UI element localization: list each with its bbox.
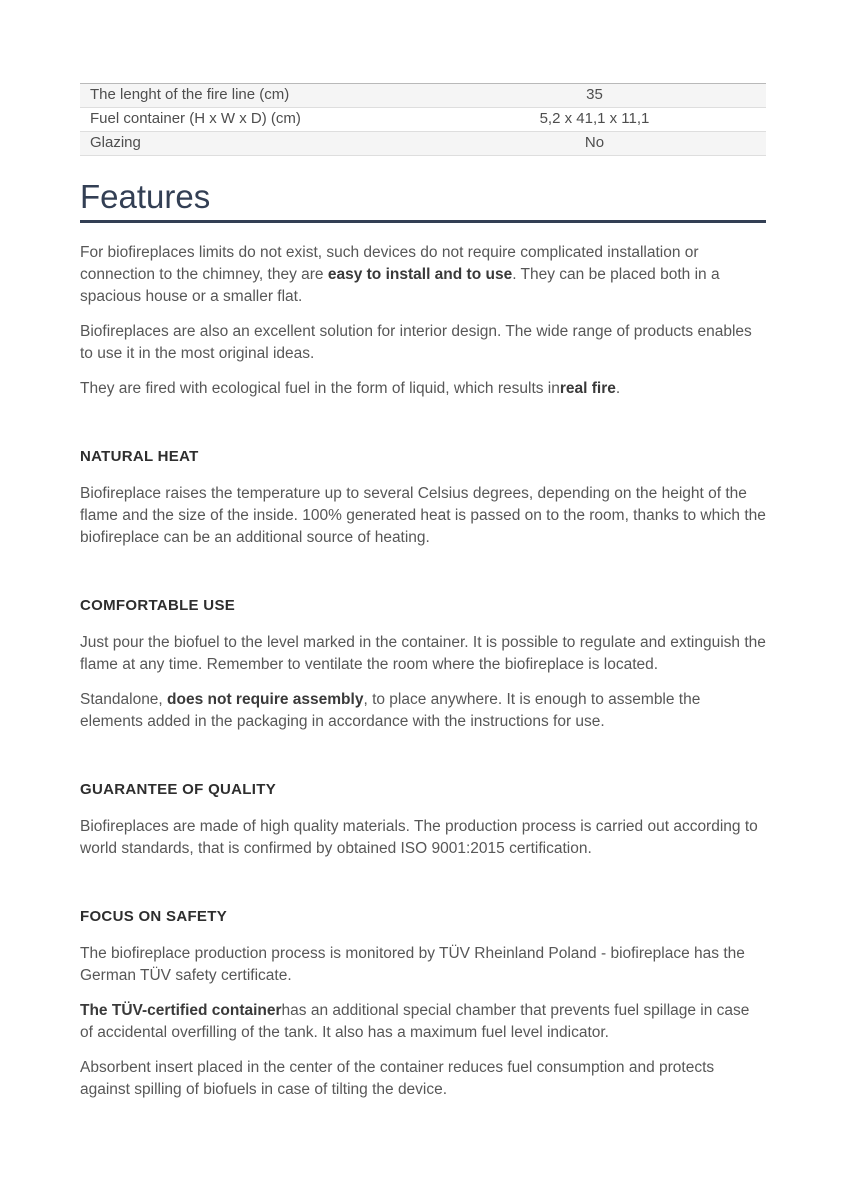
spec-value: 5,2 x 41,1 x 11,1 <box>423 108 766 132</box>
feature-sections <box>80 448 766 1101</box>
spec-table <box>80 83 766 156</box>
paragraph <box>80 1057 766 1101</box>
text: . They can be placed both in a spacious house or a smaller flat. <box>80 266 720 305</box>
text: For biofireplaces limits do not exist, such devices do not require complicated installation or connection to the chimney, they are <box>80 244 699 283</box>
spec-table-body <box>80 84 766 156</box>
paragraph <box>80 689 766 733</box>
bold-text: real fire <box>559 380 616 397</box>
paragraph <box>80 321 766 365</box>
text: Absorbent insert placed in the center of the container reduces fuel consumption and protects against spilling of biofuels in case of tilting the device. <box>80 1059 715 1098</box>
paragraph <box>80 632 766 676</box>
section-heading: FOCUS ON SAFETY <box>80 908 228 925</box>
text: . <box>615 380 621 397</box>
text: Just pour the biofuel to the level marked in the container. It is possible to regulate and extinguish the flame at any time. Remember to ventilate the room where the biofireplace is located. <box>80 634 766 673</box>
bold-text: The TÜV-certified container <box>80 1002 282 1019</box>
title-rule-divider <box>80 220 766 223</box>
features-title: Features <box>80 178 211 215</box>
text: Biofireplace raises the temperature up to several Celsius degrees, depending on the height of the flame and the size of the inside. 100% generated heat is passed on to the room, thanks to which the biofireplace can be an additional source of heating. <box>80 485 766 546</box>
text: They are fired with ecological fuel in the form of liquid, which results in <box>80 380 560 397</box>
spec-row <box>80 84 766 108</box>
spec-label: Fuel container (H x W x D) (cm) <box>80 108 423 132</box>
spec-row <box>80 132 766 156</box>
spec-row <box>80 108 766 132</box>
text: Biofireplaces are also an excellent solution for interior design. The wide range of products enables to use it in the most original ideas. <box>80 323 752 362</box>
section-heading: NATURAL HEAT <box>80 448 199 465</box>
section-heading: COMFORTABLE USE <box>80 597 236 614</box>
paragraph <box>80 483 766 549</box>
text: Standalone, <box>80 691 168 708</box>
paragraph <box>80 242 766 308</box>
text: has an additional special chamber that prevents fuel spillage in case of accidental overfilling of the tank. It also has a maximum fuel level indicator. <box>80 1002 750 1041</box>
section-heading: GUARANTEE OF QUALITY <box>80 781 276 798</box>
text: , to place anywhere. It is enough to assemble the elements added in the packaging in accordance with the instructions for use. <box>80 691 701 730</box>
paragraph <box>80 1000 766 1044</box>
paragraph <box>80 816 766 860</box>
paragraph <box>80 943 766 987</box>
spec-value: No <box>423 132 766 156</box>
bold-text: does not require assembly <box>167 691 364 708</box>
text: The biofireplace production process is monitored by TÜV Rheinland Poland - biofireplace has the German TÜV safety certificate. <box>80 945 745 984</box>
spec-value: 35 <box>423 84 766 108</box>
text: Biofireplaces are made of high quality materials. The production process is carried out according to world standards, that is confirmed by obtained ISO 9001:2015 certification. <box>80 818 758 857</box>
spec-label: The lenght of the fire line (cm) <box>80 84 423 108</box>
paragraph <box>80 378 766 400</box>
spec-label: Glazing <box>80 132 423 156</box>
bold-text: easy to install and to use <box>327 266 513 283</box>
features-intro <box>80 242 766 400</box>
